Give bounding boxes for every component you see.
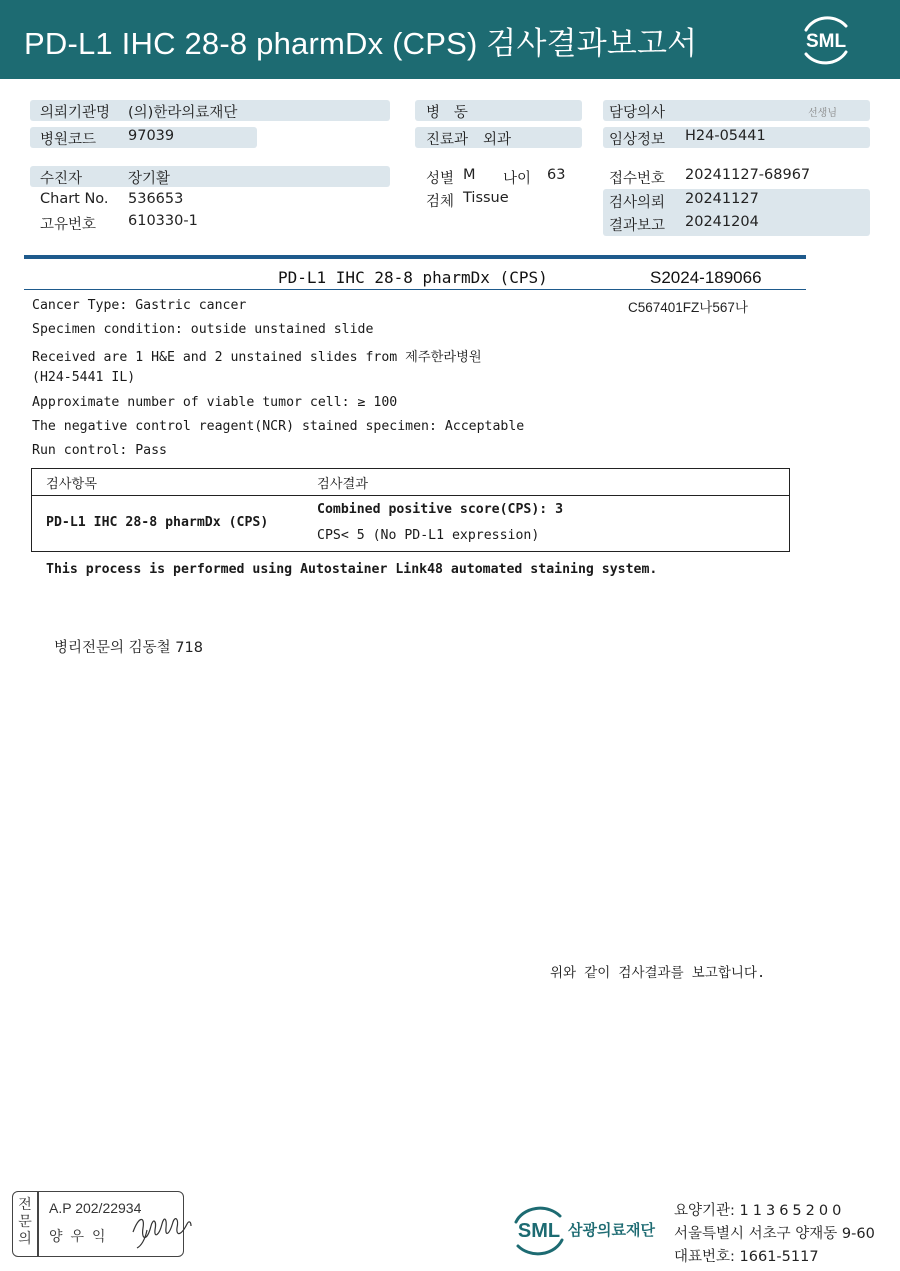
- closing-statement: 위와 같이 검사결과를 보고합니다.: [550, 965, 766, 981]
- specimen-label: 검체: [426, 194, 455, 210]
- unique-no-row: [30, 212, 390, 233]
- ncr-line: The negative control reagent(NCR) stained specimen: Acceptable: [32, 419, 525, 434]
- report-date-value: 20241204: [685, 214, 759, 230]
- care-code-value: 11365200: [739, 1203, 846, 1219]
- ward-label: 병 동: [426, 105, 468, 121]
- care-code-row: [674, 1199, 845, 1220]
- clinical-info-row: [603, 127, 870, 148]
- request-date-label: 검사의뢰: [609, 195, 666, 211]
- dates-block: [603, 189, 870, 236]
- specimen-condition-line: Specimen condition: outside unstained slide: [32, 322, 374, 337]
- department-row: [415, 127, 582, 148]
- chart-label: Chart No.: [40, 191, 109, 207]
- samkwang-logo-icon: [510, 1200, 665, 1258]
- care-code-label: 요양기관:: [674, 1203, 735, 1219]
- title-rule-thin: [24, 289, 806, 290]
- sex-value: M: [463, 167, 476, 183]
- hospital-code-value: 97039: [128, 128, 175, 144]
- hospital-code-label: 병원코드: [40, 132, 97, 148]
- hospital-code-row: [30, 127, 257, 148]
- logo-text: SML: [805, 31, 847, 52]
- report-title-header: PD-L1 IHC 28-8 pharmDx (CPS) 검사결과보고서: [24, 26, 698, 61]
- report-date-label: 결과보고: [609, 218, 666, 234]
- unique-no-value: 610330-1: [128, 213, 198, 229]
- specimen-value: Tissue: [463, 190, 509, 206]
- phone-value: 1661-5117: [739, 1249, 819, 1265]
- table-header-result: 검사결과: [317, 477, 368, 492]
- received-line: Received are 1 H&E and 2 unstained slides from 제주한라병원: [32, 350, 482, 365]
- institution-label: 의뢰기관명: [40, 105, 111, 121]
- ap-number: A.P 202/22934: [49, 1200, 142, 1216]
- report-title: PD-L1 IHC 28-8 pharmDx (CPS): [278, 268, 548, 287]
- sex-label: 성별: [426, 171, 455, 187]
- unique-no-label: 고유번호: [40, 217, 97, 233]
- signature-icon: [129, 1206, 195, 1250]
- ap-side-label: 전문의: [18, 1197, 32, 1247]
- request-date-value: 20241127: [685, 191, 759, 207]
- table-item: PD-L1 IHC 28-8 pharmDx (CPS): [46, 515, 269, 530]
- table-result-line1: Combined positive score(CPS): 3: [317, 502, 564, 517]
- sml-logo-icon: [796, 12, 856, 68]
- ap-name: 양우익: [49, 1229, 114, 1245]
- table-result-line2: CPS< 5 (No PD-L1 expression): [317, 528, 540, 543]
- process-note: This process is performed using Autostainer Link48 automated staining system.: [46, 562, 658, 577]
- run-control-line: Run control: Pass: [32, 443, 167, 458]
- doctor-label: 담당의사: [609, 105, 666, 121]
- report-header: [0, 0, 900, 79]
- age-value: 63: [547, 167, 566, 183]
- age-label: 나이: [503, 171, 532, 187]
- patient-value: 장기활: [128, 171, 171, 187]
- doctor-row: [603, 100, 870, 121]
- receipt-no-row: [603, 166, 870, 187]
- title-rule-thick: [24, 255, 806, 259]
- viable-cell-line: Approximate number of viable tumor cell: ≥ 100: [32, 395, 398, 410]
- clinical-info-label: 임상정보: [609, 132, 666, 148]
- chart-row: [30, 190, 390, 211]
- footer-logo-text: SML: [517, 1220, 561, 1242]
- pathologist: 병리전문의 김동철 718: [54, 640, 203, 656]
- receipt-no-label: 접수번호: [609, 171, 666, 187]
- received-ref-line: (H24-5441 IL): [32, 370, 136, 385]
- sex-age-row: [415, 166, 585, 187]
- report-id: S2024-189066: [650, 268, 762, 287]
- ap-stamp-box: [12, 1191, 184, 1257]
- report-sub-id: C567401FZ나567나: [628, 300, 748, 315]
- patient-label: 수진자: [40, 171, 83, 187]
- result-table: [31, 468, 790, 552]
- phone-label: 대표번호:: [674, 1249, 735, 1265]
- ward-row: [415, 100, 582, 121]
- specimen-row: [415, 189, 585, 210]
- department-label: 진료과: [426, 132, 469, 148]
- org-name: 삼광의료재단: [568, 1221, 655, 1239]
- phone-row: [674, 1245, 819, 1266]
- address: 서울특별시 서초구 양재동 9-60: [674, 1226, 875, 1242]
- institution-value: (의)한라의료재단: [128, 105, 238, 121]
- institution-row: [30, 100, 390, 121]
- receipt-no-value: 20241127-68967: [685, 167, 811, 183]
- doctor-suffix: 선생님: [808, 108, 837, 119]
- clinical-info-value: H24-05441: [685, 128, 766, 144]
- ap-divider: [37, 1192, 39, 1256]
- table-header-item: 검사항목: [46, 477, 97, 492]
- patient-row: [30, 166, 390, 187]
- table-header-divider: [32, 495, 789, 496]
- chart-value: 536653: [128, 191, 184, 207]
- cancer-type-line: Cancer Type: Gastric cancer: [32, 298, 247, 313]
- department-value: 외과: [483, 132, 512, 148]
